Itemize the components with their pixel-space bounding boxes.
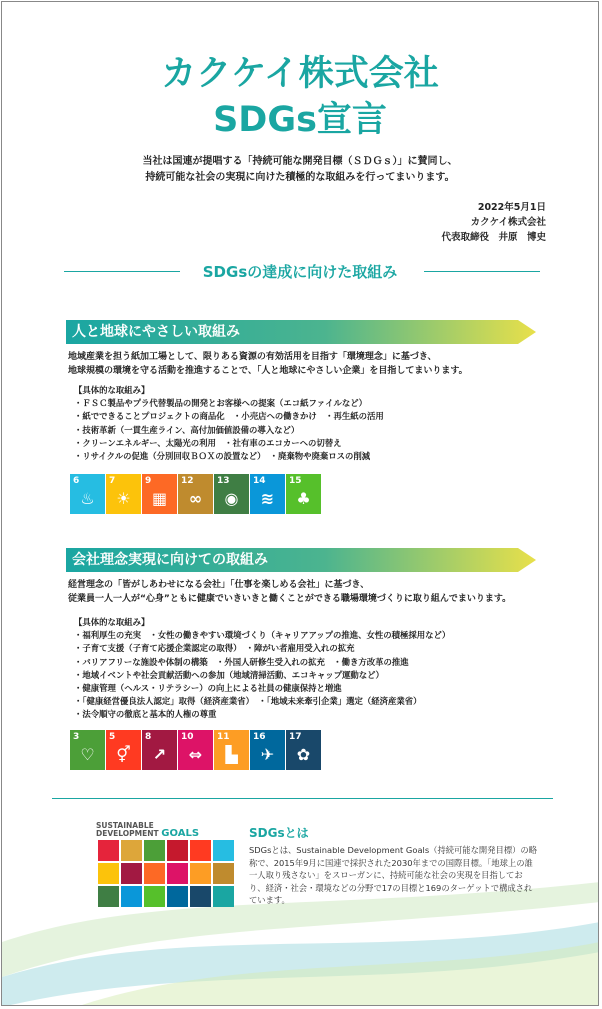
sdg-goal-16 <box>250 730 285 770</box>
band-title: 人と地球にやさしい取組み <box>72 324 240 340</box>
divider <box>52 798 553 799</box>
representative: 代表取締役 井原 博史 <box>441 232 546 243</box>
heartbeat-icon: ♡ <box>80 745 95 764</box>
equality-icon: ⇔ <box>188 745 203 764</box>
sdg-grid-tile <box>213 886 234 907</box>
water-icon: ♨ <box>80 489 95 508</box>
section-1-examples: 【具体的な取組み】 ・ＦＳＣ製品やプラ代替製品の開発とお客様への提案（エコ紙ファイルなど） ・紙でできることプロジェクトの商品化 ・小売店への働きかけ ・再生紙の活用 ・技術革新（一貫生産ライン、高付加価値設備の導入など） ・クリーンエネルギー、太陽光の利用 ・社有車のエコカーへの切替え ・リサイクルの促進（分別回収ＢＯＸの設置など） ・廃棄物や廃棄ロスの削減 <box>74 385 384 462</box>
goal-number: 8 <box>145 732 152 742</box>
goal-icons-2 <box>70 730 321 770</box>
section-1-para: 地域産業を担う紙加工場として、限りある資源の有効活用を目指す「環境理念」に基づき、 地球規模の環境を守る活動を推進することで、「人と地球にやさしい企業」を目指してまいります。 <box>68 352 468 376</box>
sdg-grid-tile <box>144 863 165 884</box>
sdg-goal-6 <box>70 474 105 514</box>
goal-number: 12 <box>181 476 194 486</box>
goal-number: 5 <box>109 732 116 742</box>
sdg-goal-8 <box>142 730 177 770</box>
sdg-grid-tile <box>144 886 165 907</box>
section-heading: SDGsの達成に向けた取組み <box>2 261 598 283</box>
goal-number: 14 <box>253 476 266 486</box>
sdg-grid-tile <box>167 886 188 907</box>
sdg-grid-tile <box>144 840 165 861</box>
gender-icon: ⚥ <box>116 745 131 764</box>
goal-number: 9 <box>145 476 152 486</box>
date: 2022年5月1日 <box>477 202 546 213</box>
sdg-grid-tile <box>98 840 119 861</box>
sdg-goal-15 <box>286 474 321 514</box>
company: カクケイ株式会社 <box>470 217 546 228</box>
section-2-examples: 【具体的な取組み】 ・福利厚生の充実 ・女性の働きやすい環境づくり（キャリアアップの推進、女性の積極採用など） ・子育て支援（子育て応援企業認定の取得） ・障がい者雇用受入れの拡充 ・バリアフリーな施設や体制の構築 ・外国人研修生受入れの拡充 ・働き方改革の推進 ・地域イベントや社会貢献活動への参加（地域清掃活動、エコキャップ運動など） ・健康管理（ヘルス・リテラシー）の向上による社員の健康保持と増進 ・「健康経営優良法人認定」取得（経済産業省） ・「地域未来牽引企業」選定（経済産業省） ・法令順守の徹底と基本的人権の尊重 <box>74 617 451 720</box>
goal-icons-1 <box>70 474 321 514</box>
sdg-grid-tile <box>167 840 188 861</box>
sdg-logo: SUSTAINABLE DEVELOPMENT GOALS <box>96 821 200 839</box>
goal-number: 16 <box>253 732 266 742</box>
sdg-grid-tile <box>121 863 142 884</box>
sdg-grid-tile <box>98 886 119 907</box>
sdg-goal-10 <box>178 730 213 770</box>
city-icon: ▙ <box>225 745 238 764</box>
sdg-grid-tile <box>121 840 142 861</box>
intro-text: 当社は国連が提唱する「持続可能な開発目標（ＳＤＧｓ）」に賛同し、 持続可能な社会の実現に向けた積極的な取組みを行ってまいります。 <box>142 156 458 183</box>
goal-number: 13 <box>217 476 230 486</box>
sdg-goal-3 <box>70 730 105 770</box>
sdg-goal-17 <box>286 730 321 770</box>
page-title: カクケイ株式会社 <box>161 54 439 94</box>
flower-icon: ✿ <box>296 745 311 764</box>
band-title: 会社理念実現に向けての取組み <box>72 552 268 568</box>
infinity-icon: ∞ <box>188 489 203 508</box>
sdg-goal-11 <box>214 730 249 770</box>
sdgs-about-text: SDGsとは、Sustainable Development Goals（持続可能な開発目標）の略称で、2015年9月に国連で採択された2030年までの国際目標。「地球上の誰一人取り残さない」をスローガンに、持続可能な社会の実現を目指しており、経済・社会・環境などの分野で17の目標と169のターゲットで構成されています。 <box>249 845 538 905</box>
chart-icon: ↗ <box>152 745 167 764</box>
sdg-grid-tile <box>213 840 234 861</box>
goal-number: 11 <box>217 732 230 742</box>
sdg-grid-tile <box>190 840 211 861</box>
section-2-para: 経営理念の「皆がしあわせになる会社」「仕事を楽しめる会社」に基づき、 従業員一人一人が“心身”ともに健康でいきいきと働くことができる職場環境づくりに取り組んでまいります。 <box>68 580 512 604</box>
goal-number: 7 <box>109 476 116 486</box>
goal-number: 6 <box>73 476 80 486</box>
sun-icon: ☀ <box>116 489 131 508</box>
sdg-grid-tile <box>190 863 211 884</box>
eye-icon: ◉ <box>224 489 239 508</box>
sdg-goal-12 <box>178 474 213 514</box>
sdg-goal-7 <box>106 474 141 514</box>
signature <box>441 200 546 245</box>
tree-icon: ♣ <box>296 489 311 508</box>
sdg-goal-14 <box>250 474 285 514</box>
page-frame <box>1 1 599 1006</box>
page-subtitle: SDGs宣言 <box>213 100 387 140</box>
fish-icon: ≋ <box>260 489 275 508</box>
sdg-grid-tile <box>190 886 211 907</box>
cubes-icon: ▦ <box>151 489 168 508</box>
section-band-2 <box>66 548 536 572</box>
sdg-goal-5 <box>106 730 141 770</box>
sdg-grid-tile <box>121 886 142 907</box>
sdg-grid-tile <box>167 863 188 884</box>
sdgs-about-title: SDGsとは <box>249 826 309 840</box>
goal-number: 10 <box>181 732 194 742</box>
section-band-1 <box>66 320 536 344</box>
dove-icon: ✈ <box>260 745 275 764</box>
sdg-grid-tile <box>98 863 119 884</box>
goal-number: 3 <box>73 732 80 742</box>
sdg-grid-tile <box>213 863 234 884</box>
sdg-grid <box>98 840 234 907</box>
sdg-goal-13 <box>214 474 249 514</box>
goal-number: 17 <box>289 732 302 742</box>
goal-number: 15 <box>289 476 302 486</box>
sdg-goal-9 <box>142 474 177 514</box>
